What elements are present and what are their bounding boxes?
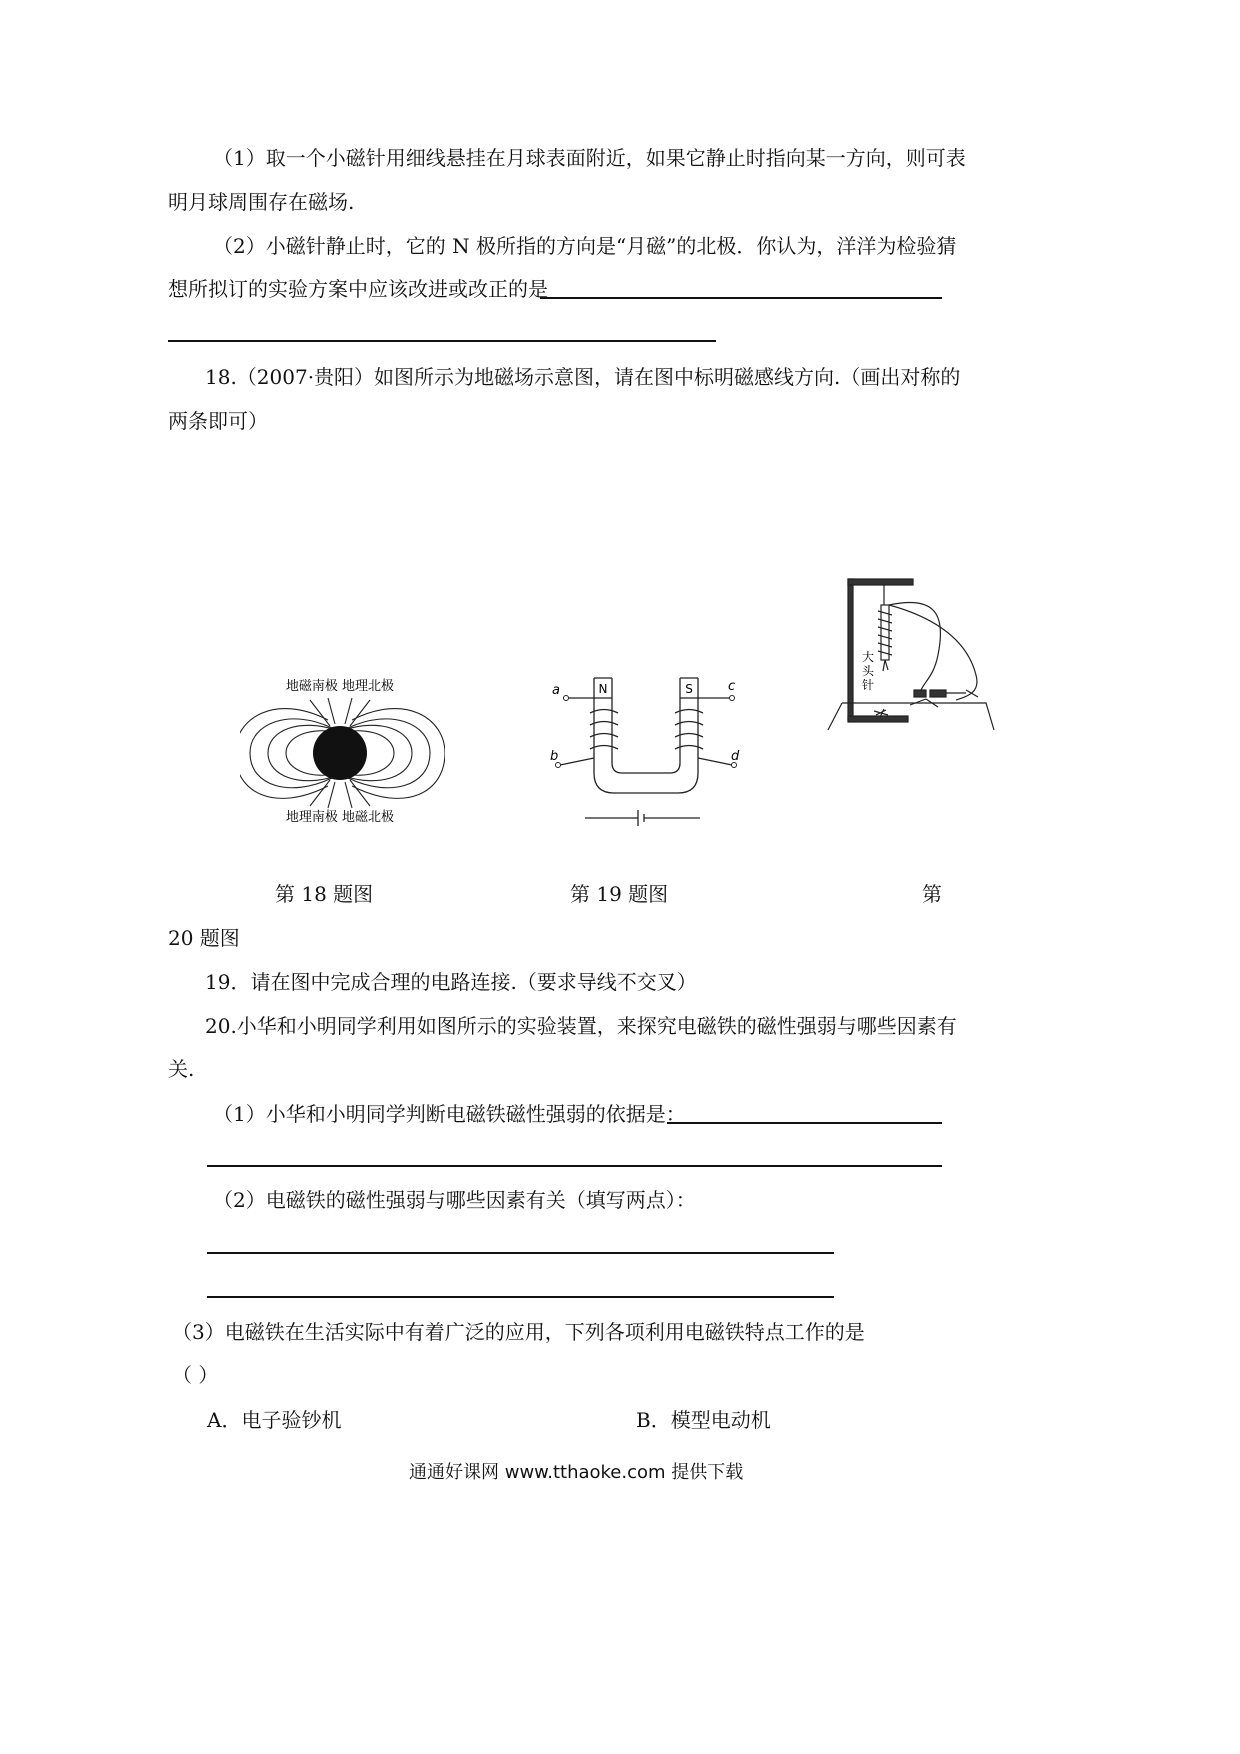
q19-text: 19．请在图中完成合理的电路连接.（要求导线不交叉） [205, 970, 697, 994]
pin-label-2: 头 [862, 664, 875, 678]
fig18-label-top: 地磁南极 地理北极 [285, 679, 395, 694]
label-c: c [728, 679, 736, 694]
figure-20-apparatus [826, 575, 996, 735]
stand-rod [848, 579, 853, 720]
q18-line1: 18.（2007·贵阳）如图所示为地磁场示意图，请在图中标明磁感线方向.（画出对称的 [205, 365, 961, 389]
answer-blank[interactable] [168, 340, 716, 342]
q17-part1-line1: （1）取一个小磁针用细线悬挂在月球表面附近，如果它静止时指向某一方向，则可表 [213, 146, 966, 170]
figure-18-geomagnetic-field [240, 668, 445, 838]
fig18-caption: 第 18 题图 [275, 882, 374, 906]
label-a: a [552, 683, 560, 698]
label-d: d [731, 749, 740, 764]
answer-blank[interactable] [207, 1252, 834, 1254]
q20-part3-line2: （ ） [172, 1363, 219, 1387]
earth-icon [313, 726, 367, 780]
u-core [594, 678, 698, 793]
q17-part2-line2: 想所拟订的实验方案中应该改进或改正的是 [168, 277, 548, 301]
fig18-label-bottom: 地理南极 地磁北极 [285, 810, 395, 825]
right-coil [675, 698, 732, 765]
answer-blank[interactable] [207, 1296, 834, 1298]
q20-line2: 关. [168, 1057, 195, 1081]
terminal-c[interactable] [730, 696, 735, 701]
q20-part3-line1: （3）电磁铁在生活实际中有着广泛的应用，下列各项利用电磁铁特点工作的是 [172, 1320, 865, 1344]
pole-s: S [685, 682, 693, 696]
q20-part2: （2）电磁铁的磁性强弱与哪些因素有关（填写两点）： [213, 1188, 696, 1212]
q20-line1: 20.小华和小明同学利用如图所示的实验装置，来探究电磁铁的磁性强弱与哪些因素有 [205, 1014, 957, 1038]
label-b: b [550, 749, 559, 764]
terminal-a[interactable] [564, 696, 569, 701]
pin-label-3: 针 [862, 678, 875, 692]
q18-line2: 两条即可） [168, 409, 268, 433]
fig19-caption: 第 19 题图 [570, 882, 669, 906]
q20-part1: （1）小华和小明同学判断电磁铁磁性强弱的依据是： [213, 1102, 686, 1126]
footer-text: 通通好课网 www.tthaoke.com 提供下载 [409, 1462, 744, 1483]
fig20-caption-part1: 第 [922, 882, 942, 906]
option-a[interactable]: A．电子验钞机 [207, 1408, 342, 1432]
q17-part1-line2: 明月球周围存在磁场. [168, 190, 355, 214]
answer-blank[interactable] [540, 297, 942, 299]
pole-n: N [598, 682, 608, 696]
option-b[interactable]: B．模型电动机 [636, 1408, 771, 1432]
pin-label-1: 大 [862, 650, 875, 664]
fig20-caption-part2: 20 题图 [168, 926, 240, 950]
left-coil [560, 698, 618, 765]
answer-blank[interactable] [667, 1122, 942, 1124]
figure-19-electromagnet [540, 668, 750, 833]
q17-part2-line1: （2）小磁针静止时，它的 N 极所指的方向是“月磁”的北极．你认为，洋洋为检验猜 [213, 234, 957, 258]
answer-blank[interactable] [207, 1165, 942, 1167]
